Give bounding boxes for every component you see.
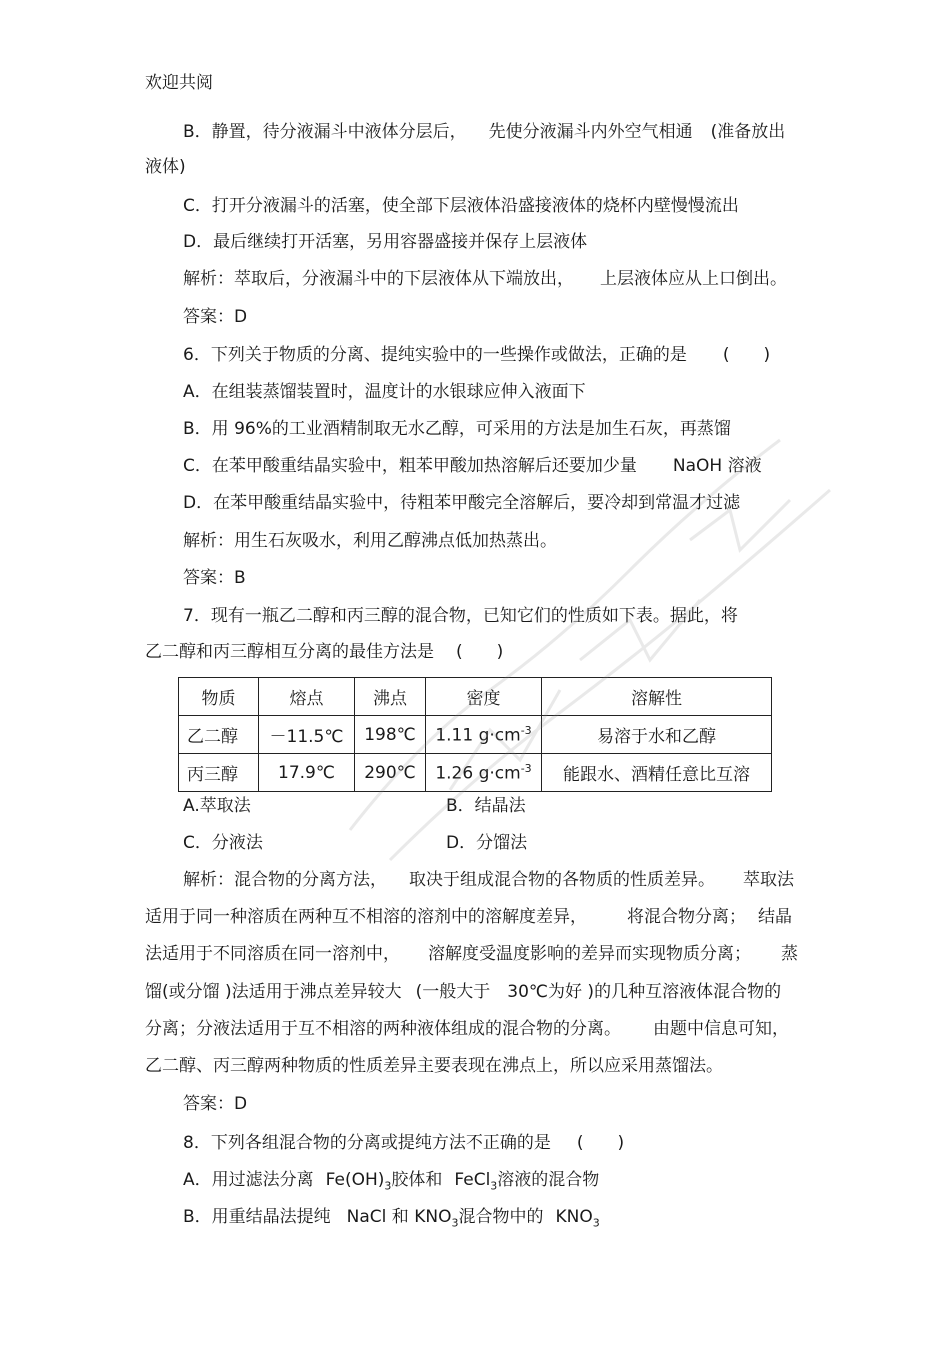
table-row <box>179 716 772 754</box>
q6-stem <box>183 344 770 366</box>
q7-analysis-text: 溶解度受温度影响的差异而实现物质分离； <box>428 944 751 964</box>
table-header-row <box>179 678 772 716</box>
table-cell-name: 乙二醇 <box>179 716 259 754</box>
q8-option-a-text: 溶液的混合物 <box>497 1170 600 1190</box>
q5-analysis <box>183 268 787 290</box>
table-header-cell: 沸点 <box>355 678 426 716</box>
q6-option-c-part2: NaOH 溶液 <box>672 456 762 476</box>
density-exponent: -3 <box>520 723 532 737</box>
q6-option-c-part1: C．在苯甲酸重结晶实验中，粗苯甲酸加热溶解后还要加少量 <box>183 456 637 476</box>
density-exponent: -3 <box>520 761 532 775</box>
q7-analysis-text: (一般大于 30℃为好 )的几种互溶液体混合物的 <box>415 982 782 1002</box>
q5-option-b-continued: 液体) <box>145 157 186 177</box>
q5-option-b-part1: B．静置，待分液漏斗中液体分层后， <box>183 122 467 142</box>
table-header-cell: 密度 <box>426 678 542 716</box>
table-cell-density <box>426 716 542 754</box>
q5-analysis-part2: 上层液体应从上口倒出。 <box>600 269 787 289</box>
q7-analysis-line5 <box>145 1018 789 1040</box>
table-cell-melting: －11.5℃ <box>259 716 355 754</box>
q7-option-b: B．结晶法 <box>446 796 526 816</box>
q7-analysis-line1 <box>183 869 794 891</box>
q7-analysis-text: 分离；分液法适用于互不相溶的两种液体组成的混合物的分离。 <box>145 1019 621 1039</box>
chemical-formula: NaCl 和 KNO <box>346 1207 452 1227</box>
q7-analysis-text: 萃取法 <box>743 870 794 890</box>
q7-analysis-text: 将混合物分离； <box>627 907 746 927</box>
q6-stem-text: 6．下列关于物质的分离、提纯实验中的一些操作或做法，正确的是 <box>183 345 687 365</box>
q6-answer: 答案：B <box>183 568 246 588</box>
formula-subscript: 3 <box>592 1216 600 1230</box>
properties-table <box>178 677 772 792</box>
q5-option-c: C．打开分液漏斗的活塞，使全部下层液体沿盛接液体的烧杯内壁慢慢流出 <box>183 196 739 216</box>
table-row <box>179 754 772 792</box>
q8-option-b-text: B．用重结晶法提纯 <box>183 1207 331 1227</box>
q6-option-a: A．在组装蒸馏装置时，温度计的水银球应伸入液面下 <box>183 382 586 402</box>
q7-analysis-line4 <box>145 981 781 1003</box>
formula-subscript: 3 <box>384 1179 392 1193</box>
q5-option-b-part2: 先使分液漏斗内外空气相通 <box>488 122 693 142</box>
formula-subscript: 3 <box>451 1216 459 1230</box>
q6-option-c <box>183 455 762 477</box>
table-header-cell: 溶解性 <box>542 678 772 716</box>
q8-option-b-text: 混合物中的 <box>458 1207 544 1227</box>
q6-option-b: B．用 96%的工业酒精制取无水乙醇，可采用的方法是加生石灰，再蒸馏 <box>183 419 731 439</box>
q7-stem-line2-text: 乙二醇和丙三醇相互分离的最佳方法是 <box>145 642 434 662</box>
table-cell-solubility: 能跟水、酒精任意比互溶 <box>542 754 772 792</box>
table-header-cell: 熔点 <box>259 678 355 716</box>
q7-analysis-text: 取决于组成混合物的各物质的性质差异。 <box>409 870 715 890</box>
q7-analysis-text: 蒸 <box>781 944 798 964</box>
table-cell-solubility: 易溶于水和乙醇 <box>542 716 772 754</box>
q8-bracket: ( ) <box>576 1133 625 1153</box>
table-cell-melting: 17.9℃ <box>259 754 355 792</box>
chemical-formula: KNO <box>555 1207 593 1227</box>
table-cell-density <box>426 754 542 792</box>
q5-analysis-part1: 解析：萃取后，分液漏斗中的下层液体从下端放出， <box>183 269 574 289</box>
q7-stem-line2 <box>145 641 503 663</box>
q8-stem <box>183 1132 624 1154</box>
q7-stem-line1: 7．现有一瓶乙二醇和丙三醇的混合物，已知它们的性质如下表。据此，将 <box>183 606 738 626</box>
q6-bracket: ( ) <box>722 345 771 365</box>
formula-subscript: 3 <box>490 1179 498 1193</box>
q7-analysis-line2 <box>145 906 792 928</box>
table-cell-boiling: 290℃ <box>355 754 426 792</box>
q7-analysis-text: 适用于同一种溶质在两种互不相溶的溶剂中的溶解度差异， <box>145 907 587 927</box>
density-value: 1.26 g·cm <box>435 763 521 784</box>
q5-answer: 答案：D <box>183 307 248 327</box>
q7-analysis-line3 <box>145 943 798 965</box>
q5-option-b-part3: (准备放出 <box>710 122 786 142</box>
q7-analysis-text: 由题中信息可知， <box>653 1019 789 1039</box>
page-header: 欢迎共阅 <box>145 73 213 93</box>
q7-analysis-text: 结晶 <box>758 907 792 927</box>
q7-answer: 答案：D <box>183 1094 248 1114</box>
q8-stem-text: 8．下列各组混合物的分离或提纯方法不正确的是 <box>183 1133 551 1153</box>
q8-option-a-text: 胶体和 <box>391 1170 443 1190</box>
q8-option-b <box>183 1206 600 1234</box>
q7-analysis-text: 馏(或分馏 )法适用于沸点差异较大 <box>145 982 402 1002</box>
chemical-formula: Fe(OH) <box>325 1170 385 1190</box>
q6-option-d: D．在苯甲酸重结晶实验中，待粗苯甲酸完全溶解后，要冷却到常温才过滤 <box>183 493 741 513</box>
q8-option-a-text: A．用过滤法分离 <box>183 1170 314 1190</box>
q8-option-a <box>183 1169 599 1197</box>
q7-option-d: D．分馏法 <box>446 833 528 853</box>
q5-option-d: D．最后继续打开活塞，另用容器盛接并保存上层液体 <box>183 232 588 252</box>
q7-option-c: C．分液法 <box>183 833 263 853</box>
q7-bracket: ( ) <box>456 642 504 662</box>
q7-analysis-text: 法适用于不同溶质在同一溶剂中， <box>145 944 400 964</box>
table-cell-boiling: 198℃ <box>355 716 426 754</box>
table-cell-name: 丙三醇 <box>179 754 259 792</box>
q7-analysis-line6: 乙二醇、丙三醇两种物质的性质差异主要表现在沸点上，所以应采用蒸馏法。 <box>145 1056 723 1076</box>
q7-option-a: A.萃取法 <box>183 796 251 816</box>
q7-analysis-text: 解析：混合物的分离方法， <box>183 870 387 890</box>
q5-option-b <box>183 121 785 143</box>
chemical-formula: FeCl <box>454 1170 491 1190</box>
table-header-cell: 物质 <box>179 678 259 716</box>
q6-analysis: 解析：用生石灰吸水，利用乙醇沸点低加热蒸出。 <box>183 531 557 551</box>
density-value: 1.11 g·cm <box>435 725 521 746</box>
